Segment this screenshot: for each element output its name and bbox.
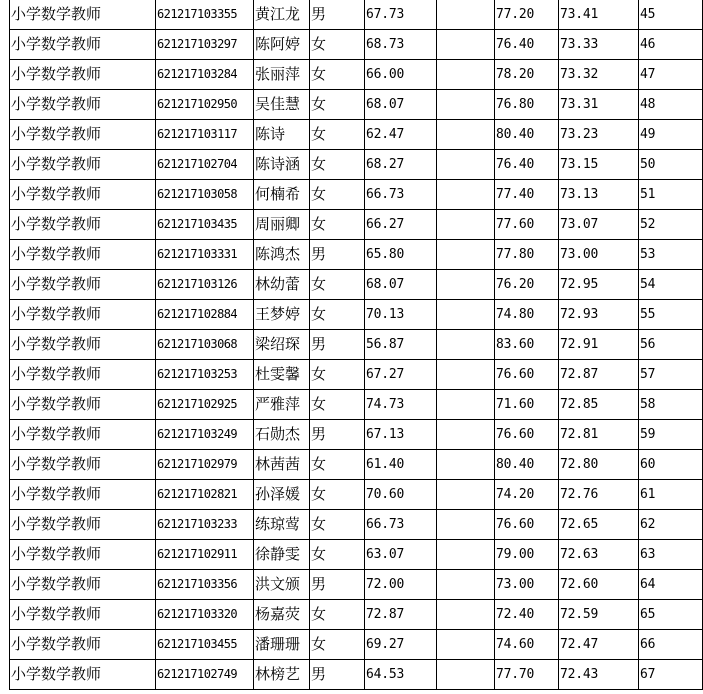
cell-empty (437, 30, 495, 60)
cell-total-score: 73.31 (559, 90, 639, 120)
cell-written-score: 68.07 (365, 270, 437, 300)
cell-ticket-number: 621217102979 (156, 450, 254, 480)
cell-post: 小学数学教师 (10, 150, 156, 180)
cell-rank: 48 (639, 90, 703, 120)
cell-name: 杨嘉荧 (254, 600, 310, 630)
cell-total-score: 73.41 (559, 0, 639, 30)
cell-written-score: 67.27 (365, 360, 437, 390)
cell-rank: 63 (639, 540, 703, 570)
cell-post: 小学数学教师 (10, 570, 156, 600)
cell-total-score: 72.81 (559, 420, 639, 450)
cell-total-score: 73.00 (559, 240, 639, 270)
cell-interview-score: 72.40 (495, 600, 559, 630)
cell-gender: 女 (310, 120, 365, 150)
cell-post: 小学数学教师 (10, 60, 156, 90)
cell-empty (437, 420, 495, 450)
cell-interview-score: 71.60 (495, 390, 559, 420)
cell-interview-score: 77.20 (495, 0, 559, 30)
cell-interview-score: 77.80 (495, 240, 559, 270)
cell-total-score: 72.63 (559, 540, 639, 570)
cell-total-score: 72.93 (559, 300, 639, 330)
cell-post: 小学数学教师 (10, 120, 156, 150)
cell-name: 林榜艺 (254, 660, 310, 690)
table-body (10, 0, 703, 690)
cell-written-score: 68.27 (365, 150, 437, 180)
cell-post: 小学数学教师 (10, 360, 156, 390)
cell-empty (437, 330, 495, 360)
cell-total-score: 73.07 (559, 210, 639, 240)
cell-empty (437, 90, 495, 120)
cell-rank: 60 (639, 450, 703, 480)
cell-ticket-number: 621217103284 (156, 60, 254, 90)
cell-empty (437, 600, 495, 630)
cell-name: 张丽萍 (254, 60, 310, 90)
cell-rank: 54 (639, 270, 703, 300)
table-row (10, 660, 703, 690)
table-row (10, 150, 703, 180)
cell-ticket-number: 621217103455 (156, 630, 254, 660)
cell-ticket-number: 621217103320 (156, 600, 254, 630)
cell-rank: 49 (639, 120, 703, 150)
cell-empty (437, 540, 495, 570)
cell-name: 石勋杰 (254, 420, 310, 450)
cell-name: 梁绍琛 (254, 330, 310, 360)
cell-ticket-number: 621217102884 (156, 300, 254, 330)
cell-rank: 58 (639, 390, 703, 420)
cell-rank: 50 (639, 150, 703, 180)
cell-empty (437, 0, 495, 30)
cell-name: 孙泽媛 (254, 480, 310, 510)
cell-written-score: 56.87 (365, 330, 437, 360)
cell-ticket-number: 621217103058 (156, 180, 254, 210)
cell-written-score: 74.73 (365, 390, 437, 420)
cell-rank: 66 (639, 630, 703, 660)
cell-post: 小学数学教师 (10, 630, 156, 660)
cell-rank: 64 (639, 570, 703, 600)
cell-empty (437, 210, 495, 240)
cell-rank: 55 (639, 300, 703, 330)
cell-gender: 男 (310, 420, 365, 450)
cell-post: 小学数学教师 (10, 450, 156, 480)
score-table (9, 0, 703, 690)
cell-gender: 女 (310, 540, 365, 570)
cell-total-score: 72.87 (559, 360, 639, 390)
cell-ticket-number: 621217103117 (156, 120, 254, 150)
cell-gender: 女 (310, 300, 365, 330)
table-row (10, 300, 703, 330)
cell-interview-score: 76.60 (495, 420, 559, 450)
cell-name: 徐静雯 (254, 540, 310, 570)
cell-empty (437, 150, 495, 180)
cell-rank: 47 (639, 60, 703, 90)
table-row (10, 90, 703, 120)
cell-name: 林茜茜 (254, 450, 310, 480)
cell-ticket-number: 621217102821 (156, 480, 254, 510)
cell-post: 小学数学教师 (10, 90, 156, 120)
cell-gender: 男 (310, 240, 365, 270)
table-row (10, 630, 703, 660)
cell-empty (437, 300, 495, 330)
cell-written-score: 63.07 (365, 540, 437, 570)
cell-rank: 67 (639, 660, 703, 690)
cell-rank: 53 (639, 240, 703, 270)
cell-post: 小学数学教师 (10, 660, 156, 690)
cell-post: 小学数学教师 (10, 210, 156, 240)
cell-interview-score: 74.60 (495, 630, 559, 660)
cell-total-score: 72.59 (559, 600, 639, 630)
cell-name: 陈诗 (254, 120, 310, 150)
cell-gender: 男 (310, 660, 365, 690)
cell-post: 小学数学教师 (10, 30, 156, 60)
table-row (10, 270, 703, 300)
cell-post: 小学数学教师 (10, 270, 156, 300)
cell-rank: 45 (639, 0, 703, 30)
cell-total-score: 72.43 (559, 660, 639, 690)
cell-rank: 61 (639, 480, 703, 510)
cell-interview-score: 80.40 (495, 120, 559, 150)
cell-written-score: 67.13 (365, 420, 437, 450)
cell-ticket-number: 621217103297 (156, 30, 254, 60)
cell-empty (437, 450, 495, 480)
cell-rank: 52 (639, 210, 703, 240)
cell-total-score: 73.33 (559, 30, 639, 60)
cell-ticket-number: 621217102749 (156, 660, 254, 690)
cell-ticket-number: 621217102950 (156, 90, 254, 120)
table-row (10, 420, 703, 450)
cell-rank: 51 (639, 180, 703, 210)
table-row (10, 540, 703, 570)
cell-written-score: 72.00 (365, 570, 437, 600)
cell-interview-score: 76.20 (495, 270, 559, 300)
cell-interview-score: 83.60 (495, 330, 559, 360)
cell-ticket-number: 621217103355 (156, 0, 254, 30)
cell-written-score: 64.53 (365, 660, 437, 690)
table-row (10, 390, 703, 420)
cell-written-score: 69.27 (365, 630, 437, 660)
cell-interview-score: 74.80 (495, 300, 559, 330)
cell-post: 小学数学教师 (10, 0, 156, 30)
cell-total-score: 72.60 (559, 570, 639, 600)
cell-name: 严雅萍 (254, 390, 310, 420)
cell-rank: 56 (639, 330, 703, 360)
cell-name: 陈诗涵 (254, 150, 310, 180)
cell-empty (437, 270, 495, 300)
cell-interview-score: 74.20 (495, 480, 559, 510)
cell-empty (437, 630, 495, 660)
table-row (10, 450, 703, 480)
cell-post: 小学数学教师 (10, 510, 156, 540)
table-row (10, 240, 703, 270)
table-row (10, 480, 703, 510)
table-row (10, 360, 703, 390)
cell-empty (437, 180, 495, 210)
cell-interview-score: 77.60 (495, 210, 559, 240)
cell-total-score: 73.23 (559, 120, 639, 150)
cell-written-score: 70.13 (365, 300, 437, 330)
cell-gender: 女 (310, 630, 365, 660)
cell-post: 小学数学教师 (10, 240, 156, 270)
cell-written-score: 61.40 (365, 450, 437, 480)
table-row (10, 180, 703, 210)
cell-post: 小学数学教师 (10, 540, 156, 570)
cell-rank: 46 (639, 30, 703, 60)
cell-empty (437, 660, 495, 690)
table-row (10, 510, 703, 540)
cell-empty (437, 360, 495, 390)
cell-empty (437, 510, 495, 540)
table-row (10, 60, 703, 90)
cell-gender: 女 (310, 390, 365, 420)
cell-interview-score: 77.70 (495, 660, 559, 690)
cell-total-score: 73.13 (559, 180, 639, 210)
cell-gender: 女 (310, 480, 365, 510)
cell-total-score: 72.95 (559, 270, 639, 300)
cell-gender: 女 (310, 450, 365, 480)
cell-written-score: 66.00 (365, 60, 437, 90)
cell-name: 潘珊珊 (254, 630, 310, 660)
table-row (10, 600, 703, 630)
cell-written-score: 68.07 (365, 90, 437, 120)
cell-written-score: 72.87 (365, 600, 437, 630)
cell-total-score: 72.76 (559, 480, 639, 510)
cell-written-score: 66.73 (365, 180, 437, 210)
cell-rank: 65 (639, 600, 703, 630)
cell-gender: 女 (310, 180, 365, 210)
cell-ticket-number: 621217102704 (156, 150, 254, 180)
cell-total-score: 72.47 (559, 630, 639, 660)
cell-name: 周丽卿 (254, 210, 310, 240)
cell-post: 小学数学教师 (10, 330, 156, 360)
cell-interview-score: 76.40 (495, 150, 559, 180)
cell-total-score: 73.15 (559, 150, 639, 180)
table-row (10, 330, 703, 360)
cell-post: 小学数学教师 (10, 600, 156, 630)
cell-interview-score: 76.80 (495, 90, 559, 120)
cell-gender: 女 (310, 360, 365, 390)
cell-gender: 男 (310, 330, 365, 360)
cell-post: 小学数学教师 (10, 300, 156, 330)
cell-ticket-number: 621217103233 (156, 510, 254, 540)
cell-written-score: 62.47 (365, 120, 437, 150)
cell-ticket-number: 621217103068 (156, 330, 254, 360)
cell-gender: 女 (310, 150, 365, 180)
cell-ticket-number: 621217103331 (156, 240, 254, 270)
cell-empty (437, 60, 495, 90)
cell-rank: 57 (639, 360, 703, 390)
cell-interview-score: 79.00 (495, 540, 559, 570)
cell-interview-score: 78.20 (495, 60, 559, 90)
cell-name: 王梦婷 (254, 300, 310, 330)
cell-post: 小学数学教师 (10, 420, 156, 450)
cell-interview-score: 80.40 (495, 450, 559, 480)
cell-gender: 女 (310, 60, 365, 90)
cell-empty (437, 240, 495, 270)
cell-gender: 女 (310, 30, 365, 60)
cell-written-score: 68.73 (365, 30, 437, 60)
table-row (10, 30, 703, 60)
cell-name: 杜雯馨 (254, 360, 310, 390)
cell-written-score: 66.27 (365, 210, 437, 240)
cell-gender: 男 (310, 0, 365, 30)
cell-ticket-number: 621217102925 (156, 390, 254, 420)
cell-total-score: 72.85 (559, 390, 639, 420)
cell-rank: 62 (639, 510, 703, 540)
cell-interview-score: 73.00 (495, 570, 559, 600)
cell-name: 陈鸿杰 (254, 240, 310, 270)
cell-interview-score: 76.60 (495, 360, 559, 390)
cell-name: 吴佳慧 (254, 90, 310, 120)
cell-gender: 女 (310, 210, 365, 240)
cell-gender: 女 (310, 600, 365, 630)
cell-post: 小学数学教师 (10, 390, 156, 420)
cell-written-score: 67.73 (365, 0, 437, 30)
table-row (10, 120, 703, 150)
cell-written-score: 66.73 (365, 510, 437, 540)
cell-name: 陈阿婷 (254, 30, 310, 60)
cell-total-score: 72.80 (559, 450, 639, 480)
cell-interview-score: 77.40 (495, 180, 559, 210)
cell-written-score: 65.80 (365, 240, 437, 270)
cell-post: 小学数学教师 (10, 480, 156, 510)
table-row (10, 210, 703, 240)
cell-gender: 女 (310, 510, 365, 540)
cell-name: 练琼莺 (254, 510, 310, 540)
cell-written-score: 70.60 (365, 480, 437, 510)
cell-gender: 女 (310, 270, 365, 300)
cell-gender: 男 (310, 570, 365, 600)
cell-total-score: 73.32 (559, 60, 639, 90)
cell-empty (437, 120, 495, 150)
cell-name: 何楠希 (254, 180, 310, 210)
cell-post: 小学数学教师 (10, 180, 156, 210)
cell-name: 洪文颁 (254, 570, 310, 600)
cell-interview-score: 76.40 (495, 30, 559, 60)
cell-empty (437, 390, 495, 420)
cell-gender: 女 (310, 90, 365, 120)
cell-ticket-number: 621217103249 (156, 420, 254, 450)
cell-ticket-number: 621217102911 (156, 540, 254, 570)
cell-total-score: 72.65 (559, 510, 639, 540)
cell-name: 林幼蕾 (254, 270, 310, 300)
cell-ticket-number: 621217103435 (156, 210, 254, 240)
cell-rank: 59 (639, 420, 703, 450)
cell-name: 黄江龙 (254, 0, 310, 30)
cell-ticket-number: 621217103126 (156, 270, 254, 300)
table-row (10, 570, 703, 600)
cell-empty (437, 480, 495, 510)
cell-ticket-number: 621217103356 (156, 570, 254, 600)
cell-interview-score: 76.60 (495, 510, 559, 540)
cell-total-score: 72.91 (559, 330, 639, 360)
table-row (10, 0, 703, 30)
cell-ticket-number: 621217103253 (156, 360, 254, 390)
cell-empty (437, 570, 495, 600)
